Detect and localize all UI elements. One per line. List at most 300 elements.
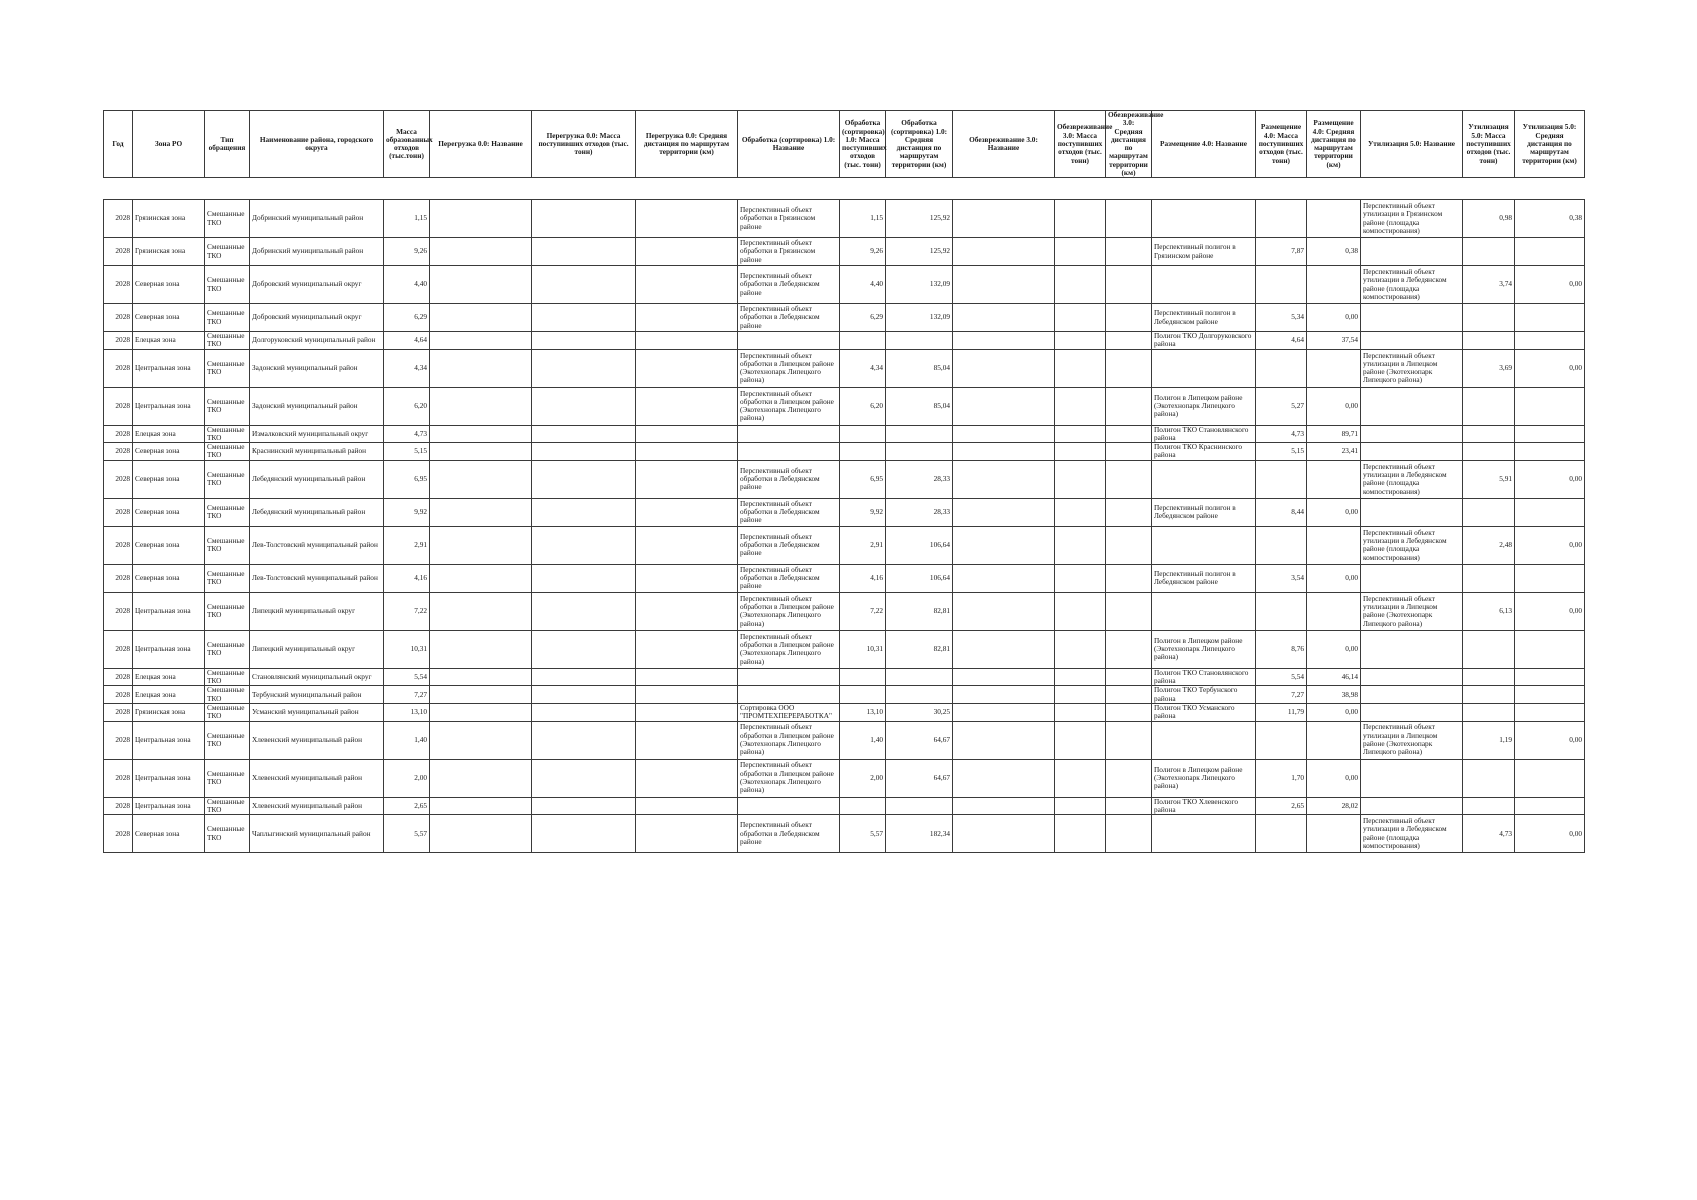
cell-sort-name: Перспективный объект обработки в Липецком районе (Экотехнопарк Липецкого района) — [738, 759, 840, 797]
cell-year: 2028 — [104, 630, 133, 668]
cell-sort-mass: 9,26 — [840, 238, 886, 266]
cell-placement-distance: 37,54 — [1307, 332, 1361, 350]
cell-neutral-distance — [1106, 668, 1152, 686]
cell-sort-name: Перспективный объект обработки в Лебедянском районе — [738, 498, 840, 526]
cell-neutral-distance — [1106, 238, 1152, 266]
cell-zone: Центральная зона — [133, 721, 205, 759]
cell-neutral-distance — [1106, 332, 1152, 350]
cell-sort-name — [738, 668, 840, 686]
cell-reload-mass — [532, 498, 636, 526]
cell-reload-mass — [532, 703, 636, 721]
cell-utilization-name: Перспективный объект утилизации в Липецком районе (Экотехнопарк Липецкого района) — [1361, 592, 1463, 630]
cell-neutral-mass — [1055, 797, 1106, 815]
cell-placement-name — [1152, 815, 1256, 853]
column-header-sort-mass: Обработка (сортировка) 1.0: Масса поступивших отходов (тыс. тонн) — [840, 111, 886, 178]
cell-reload-distance — [636, 564, 738, 592]
cell-reload-mass — [532, 815, 636, 853]
cell-placement-name — [1152, 349, 1256, 387]
cell-sort-name — [738, 332, 840, 350]
cell-neutral-name — [953, 387, 1055, 425]
column-header-mass: Масса образованных отходов (тыс.тонн) — [384, 111, 430, 178]
cell-utilization-mass — [1463, 304, 1515, 332]
cell-reload-mass — [532, 266, 636, 304]
cell-placement-distance: 38,98 — [1307, 686, 1361, 704]
cell-mass: 4,34 — [384, 349, 430, 387]
cell-mass: 6,29 — [384, 304, 430, 332]
cell-sort-distance: 28,33 — [886, 498, 953, 526]
cell-placement-name — [1152, 526, 1256, 564]
cell-sort-mass: 7,22 — [840, 592, 886, 630]
column-header-type: Тип обращения — [205, 111, 250, 178]
cell-mass: 2,91 — [384, 526, 430, 564]
cell-utilization-distance: 0,00 — [1515, 526, 1585, 564]
cell-neutral-mass — [1055, 238, 1106, 266]
cell-placement-mass: 7,87 — [1256, 238, 1307, 266]
cell-reload-mass — [532, 759, 636, 797]
cell-sort-distance: 85,04 — [886, 349, 953, 387]
cell-utilization-mass — [1463, 498, 1515, 526]
cell-zone: Елецкая зона — [133, 425, 205, 443]
cell-neutral-name — [953, 564, 1055, 592]
cell-placement-distance: 0,00 — [1307, 630, 1361, 668]
cell-reload-mass — [532, 668, 636, 686]
cell-neutral-name — [953, 200, 1055, 238]
cell-type: Смешанные ТКО — [205, 815, 250, 853]
header-row — [104, 111, 1585, 178]
cell-utilization-distance — [1515, 564, 1585, 592]
cell-district: Усманский муниципальный район — [250, 703, 384, 721]
cell-neutral-name — [953, 703, 1055, 721]
cell-reload-mass — [532, 349, 636, 387]
table-row — [104, 592, 1585, 630]
cell-type: Смешанные ТКО — [205, 592, 250, 630]
cell-placement-name: Полигон ТКО Долгоруковского района — [1152, 332, 1256, 350]
cell-placement-mass — [1256, 815, 1307, 853]
cell-sort-name: Перспективный объект обработки в Лебедянском районе — [738, 304, 840, 332]
cell-placement-mass: 4,73 — [1256, 425, 1307, 443]
cell-placement-mass — [1256, 349, 1307, 387]
cell-neutral-distance — [1106, 498, 1152, 526]
cell-reload-name — [430, 200, 532, 238]
cell-utilization-name — [1361, 387, 1463, 425]
cell-placement-mass — [1256, 526, 1307, 564]
cell-zone: Северная зона — [133, 443, 205, 461]
cell-sort-distance — [886, 443, 953, 461]
cell-reload-distance — [636, 759, 738, 797]
cell-mass: 2,00 — [384, 759, 430, 797]
column-header-reload-mass: Перегрузка 0.0: Масса поступивших отходов (тыс. тонн) — [532, 111, 636, 178]
cell-reload-name — [430, 592, 532, 630]
cell-neutral-mass — [1055, 526, 1106, 564]
table-row — [104, 304, 1585, 332]
cell-placement-mass — [1256, 592, 1307, 630]
cell-reload-name — [430, 425, 532, 443]
cell-placement-distance — [1307, 526, 1361, 564]
cell-placement-distance — [1307, 266, 1361, 304]
cell-placement-name: Полигон ТКО Становлянского района — [1152, 425, 1256, 443]
cell-type: Смешанные ТКО — [205, 797, 250, 815]
cell-zone: Елецкая зона — [133, 332, 205, 350]
cell-utilization-distance — [1515, 332, 1585, 350]
cell-utilization-name — [1361, 332, 1463, 350]
cell-utilization-name — [1361, 425, 1463, 443]
cell-type: Смешанные ТКО — [205, 304, 250, 332]
cell-neutral-name — [953, 332, 1055, 350]
cell-zone: Елецкая зона — [133, 686, 205, 704]
cell-district: Лебедянский муниципальный район — [250, 460, 384, 498]
cell-sort-mass: 1,40 — [840, 721, 886, 759]
cell-mass: 6,20 — [384, 387, 430, 425]
cell-sort-distance — [886, 425, 953, 443]
cell-placement-mass: 5,34 — [1256, 304, 1307, 332]
cell-neutral-mass — [1055, 721, 1106, 759]
cell-reload-mass — [532, 238, 636, 266]
cell-placement-distance — [1307, 721, 1361, 759]
cell-year: 2028 — [104, 759, 133, 797]
cell-utilization-distance — [1515, 425, 1585, 443]
cell-sort-mass — [840, 332, 886, 350]
cell-placement-mass: 2,65 — [1256, 797, 1307, 815]
cell-sort-mass: 10,31 — [840, 630, 886, 668]
table-row — [104, 387, 1585, 425]
cell-sort-distance — [886, 668, 953, 686]
cell-utilization-distance: 0,00 — [1515, 815, 1585, 853]
cell-placement-distance: 28,02 — [1307, 797, 1361, 815]
cell-year: 2028 — [104, 564, 133, 592]
cell-reload-name — [430, 630, 532, 668]
cell-reload-distance — [636, 460, 738, 498]
cell-mass: 7,22 — [384, 592, 430, 630]
column-header-zone: Зона РО — [133, 111, 205, 178]
cell-placement-distance: 0,00 — [1307, 703, 1361, 721]
cell-utilization-mass — [1463, 425, 1515, 443]
cell-neutral-distance — [1106, 349, 1152, 387]
cell-sort-distance: 85,04 — [886, 387, 953, 425]
cell-sort-name: Перспективный объект обработки в Грязинском районе — [738, 238, 840, 266]
cell-placement-distance — [1307, 349, 1361, 387]
data-table — [103, 199, 1585, 853]
column-header-year: Год — [104, 111, 133, 178]
cell-sort-name: Перспективный объект обработки в Липецком районе (Экотехнопарк Липецкого района) — [738, 592, 840, 630]
cell-placement-name: Полигон в Липецком районе (Экотехнопарк Липецкого района) — [1152, 630, 1256, 668]
cell-district: Краснинский муниципальный район — [250, 443, 384, 461]
cell-type: Смешанные ТКО — [205, 349, 250, 387]
cell-neutral-mass — [1055, 332, 1106, 350]
cell-utilization-distance — [1515, 304, 1585, 332]
cell-reload-mass — [532, 686, 636, 704]
cell-mass: 13,10 — [384, 703, 430, 721]
cell-utilization-name — [1361, 703, 1463, 721]
cell-sort-distance: 28,33 — [886, 460, 953, 498]
cell-year: 2028 — [104, 797, 133, 815]
cell-neutral-distance — [1106, 460, 1152, 498]
cell-utilization-mass: 0,98 — [1463, 200, 1515, 238]
cell-neutral-name — [953, 815, 1055, 853]
cell-utilization-name: Перспективный объект утилизации в Липецком районе (Экотехнопарк Липецкого района) — [1361, 349, 1463, 387]
cell-sort-name: Перспективный объект обработки в Лебедянском районе — [738, 526, 840, 564]
cell-reload-distance — [636, 425, 738, 443]
cell-year: 2028 — [104, 526, 133, 564]
table-row — [104, 349, 1585, 387]
cell-district: Добринский муниципальный район — [250, 238, 384, 266]
cell-year: 2028 — [104, 592, 133, 630]
cell-placement-distance: 0,00 — [1307, 564, 1361, 592]
cell-zone: Грязинская зона — [133, 703, 205, 721]
column-header-district: Наименование района, городского округа — [250, 111, 384, 178]
column-header-neutral-mass: Обезвреживание 3.0: Масса поступивших отходов (тыс. тонн) — [1055, 111, 1106, 178]
cell-placement-mass — [1256, 721, 1307, 759]
cell-sort-name: Перспективный объект обработки в Лебедянском районе — [738, 266, 840, 304]
cell-placement-name — [1152, 266, 1256, 304]
table-row — [104, 526, 1585, 564]
cell-zone: Северная зона — [133, 564, 205, 592]
cell-zone: Северная зона — [133, 815, 205, 853]
cell-placement-name: Полигон ТКО Усманского района — [1152, 703, 1256, 721]
cell-sort-name — [738, 425, 840, 443]
cell-reload-name — [430, 686, 532, 704]
table-row — [104, 498, 1585, 526]
cell-sort-name: Перспективный объект обработки в Грязинском районе — [738, 200, 840, 238]
cell-utilization-mass — [1463, 564, 1515, 592]
cell-utilization-mass — [1463, 387, 1515, 425]
cell-sort-name: Перспективный объект обработки в Лебедянском районе — [738, 564, 840, 592]
cell-placement-distance: 0,38 — [1307, 238, 1361, 266]
cell-reload-name — [430, 759, 532, 797]
cell-sort-mass: 9,92 — [840, 498, 886, 526]
column-header-neutral-distance: Обезвреживание 3.0: Средняя дистанция по маршрутам территории (км) — [1106, 111, 1152, 178]
cell-utilization-distance — [1515, 759, 1585, 797]
cell-reload-distance — [636, 526, 738, 564]
cell-utilization-mass — [1463, 759, 1515, 797]
cell-district: Становлянский муниципальный округ — [250, 668, 384, 686]
cell-year: 2028 — [104, 460, 133, 498]
cell-zone: Северная зона — [133, 266, 205, 304]
cell-sort-distance: 125,92 — [886, 238, 953, 266]
cell-utilization-distance: 0,38 — [1515, 200, 1585, 238]
cell-neutral-name — [953, 443, 1055, 461]
cell-reload-mass — [532, 526, 636, 564]
table-row — [104, 703, 1585, 721]
cell-mass: 6,95 — [384, 460, 430, 498]
cell-sort-distance: 182,34 — [886, 815, 953, 853]
table-row — [104, 443, 1585, 461]
cell-utilization-name — [1361, 797, 1463, 815]
cell-placement-mass — [1256, 266, 1307, 304]
column-header-neutral-name: Обезвреживание 3.0: Название — [953, 111, 1055, 178]
cell-reload-name — [430, 304, 532, 332]
cell-zone: Центральная зона — [133, 349, 205, 387]
cell-reload-name — [430, 668, 532, 686]
cell-placement-name: Перспективный полигон в Грязинском районе — [1152, 238, 1256, 266]
cell-year: 2028 — [104, 425, 133, 443]
cell-sort-distance — [886, 797, 953, 815]
cell-neutral-distance — [1106, 526, 1152, 564]
cell-sort-name: Перспективный объект обработки в Липецком районе (Экотехнопарк Липецкого района) — [738, 387, 840, 425]
cell-utilization-distance: 0,00 — [1515, 266, 1585, 304]
cell-reload-distance — [636, 815, 738, 853]
cell-mass: 5,15 — [384, 443, 430, 461]
cell-neutral-mass — [1055, 630, 1106, 668]
cell-neutral-mass — [1055, 564, 1106, 592]
cell-mass: 4,16 — [384, 564, 430, 592]
cell-district: Чаплыгинский муниципальный район — [250, 815, 384, 853]
cell-type: Смешанные ТКО — [205, 526, 250, 564]
cell-district: Тербунский муниципальный район — [250, 686, 384, 704]
column-header-utilization-name: Утилизация 5.0: Название — [1361, 111, 1463, 178]
cell-utilization-mass — [1463, 332, 1515, 350]
cell-sort-distance: 132,09 — [886, 266, 953, 304]
cell-sort-distance — [886, 686, 953, 704]
cell-placement-name — [1152, 200, 1256, 238]
cell-utilization-mass — [1463, 668, 1515, 686]
cell-placement-distance: 0,00 — [1307, 387, 1361, 425]
column-header-placement-name: Размещение 4.0: Название — [1152, 111, 1256, 178]
cell-utilization-distance — [1515, 498, 1585, 526]
cell-utilization-name: Перспективный объект утилизации в Лебедянском районе (площадка компостирования) — [1361, 815, 1463, 853]
cell-sort-distance: 106,64 — [886, 526, 953, 564]
cell-neutral-name — [953, 238, 1055, 266]
cell-reload-name — [430, 349, 532, 387]
cell-reload-name — [430, 703, 532, 721]
cell-type: Смешанные ТКО — [205, 668, 250, 686]
cell-placement-name: Полигон ТКО Тербунского района — [1152, 686, 1256, 704]
cell-neutral-name — [953, 630, 1055, 668]
cell-mass: 9,92 — [384, 498, 430, 526]
cell-zone: Елецкая зона — [133, 668, 205, 686]
cell-type: Смешанные ТКО — [205, 630, 250, 668]
cell-zone: Центральная зона — [133, 630, 205, 668]
table-row — [104, 686, 1585, 704]
cell-placement-distance: 23,41 — [1307, 443, 1361, 461]
cell-utilization-distance — [1515, 668, 1585, 686]
cell-utilization-mass: 6,13 — [1463, 592, 1515, 630]
cell-sort-name: Перспективный объект обработки в Липецком районе (Экотехнопарк Липецкого района) — [738, 349, 840, 387]
cell-zone: Грязинская зона — [133, 238, 205, 266]
table-row — [104, 815, 1585, 853]
cell-mass: 1,40 — [384, 721, 430, 759]
cell-utilization-mass: 1,19 — [1463, 721, 1515, 759]
cell-zone: Грязинская зона — [133, 200, 205, 238]
cell-reload-mass — [532, 721, 636, 759]
cell-reload-name — [430, 526, 532, 564]
cell-year: 2028 — [104, 349, 133, 387]
cell-utilization-distance: 0,00 — [1515, 349, 1585, 387]
cell-placement-distance: 46,14 — [1307, 668, 1361, 686]
cell-neutral-mass — [1055, 425, 1106, 443]
cell-utilization-name: Перспективный объект утилизации в Липецком районе (Экотехнопарк Липецкого района) — [1361, 721, 1463, 759]
cell-sort-distance: 82,81 — [886, 630, 953, 668]
cell-type: Смешанные ТКО — [205, 238, 250, 266]
cell-reload-mass — [532, 425, 636, 443]
cell-utilization-mass — [1463, 703, 1515, 721]
cell-neutral-name — [953, 349, 1055, 387]
cell-neutral-mass — [1055, 668, 1106, 686]
cell-reload-mass — [532, 797, 636, 815]
cell-mass: 2,65 — [384, 797, 430, 815]
cell-sort-mass — [840, 425, 886, 443]
cell-reload-distance — [636, 443, 738, 461]
cell-sort-mass: 6,95 — [840, 460, 886, 498]
table-row — [104, 797, 1585, 815]
cell-utilization-distance — [1515, 630, 1585, 668]
cell-type: Смешанные ТКО — [205, 564, 250, 592]
cell-sort-distance: 64,67 — [886, 759, 953, 797]
cell-sort-name: Сортировка ООО "ПРОМТЕХПЕРЕРАБОТКА" — [738, 703, 840, 721]
column-header-utilization-mass: Утилизация 5.0: Масса поступивших отходов (тыс. тонн) — [1463, 111, 1515, 178]
cell-neutral-mass — [1055, 686, 1106, 704]
cell-reload-distance — [636, 200, 738, 238]
cell-placement-distance — [1307, 200, 1361, 238]
cell-placement-name: Полигон в Липецком районе (Экотехнопарк Липецкого района) — [1152, 759, 1256, 797]
cell-district: Задонский муниципальный район — [250, 387, 384, 425]
cell-year: 2028 — [104, 200, 133, 238]
cell-reload-mass — [532, 200, 636, 238]
cell-neutral-name — [953, 686, 1055, 704]
cell-utilization-name — [1361, 238, 1463, 266]
cell-placement-distance — [1307, 460, 1361, 498]
cell-sort-mass: 6,29 — [840, 304, 886, 332]
cell-sort-mass: 2,00 — [840, 759, 886, 797]
cell-type: Смешанные ТКО — [205, 266, 250, 304]
cell-neutral-mass — [1055, 460, 1106, 498]
cell-utilization-mass: 4,73 — [1463, 815, 1515, 853]
cell-neutral-distance — [1106, 797, 1152, 815]
column-header-reload-name: Перегрузка 0.0: Название — [430, 111, 532, 178]
cell-reload-mass — [532, 564, 636, 592]
cell-district: Хлевенский муниципальный район — [250, 759, 384, 797]
cell-zone: Северная зона — [133, 498, 205, 526]
cell-type: Смешанные ТКО — [205, 460, 250, 498]
cell-sort-name: Перспективный объект обработки в Лебедянском районе — [738, 460, 840, 498]
cell-utilization-name — [1361, 686, 1463, 704]
cell-sort-mass: 13,10 — [840, 703, 886, 721]
cell-placement-distance: 0,00 — [1307, 304, 1361, 332]
cell-neutral-name — [953, 797, 1055, 815]
cell-reload-distance — [636, 304, 738, 332]
cell-neutral-mass — [1055, 387, 1106, 425]
cell-placement-name: Полигон ТКО Краснинского района — [1152, 443, 1256, 461]
cell-year: 2028 — [104, 443, 133, 461]
cell-zone: Северная зона — [133, 304, 205, 332]
cell-year: 2028 — [104, 266, 133, 304]
cell-neutral-name — [953, 721, 1055, 759]
cell-type: Смешанные ТКО — [205, 721, 250, 759]
cell-district: Добринский муниципальный район — [250, 200, 384, 238]
cell-placement-name: Перспективный полигон в Лебедянском районе — [1152, 498, 1256, 526]
cell-placement-distance: 0,00 — [1307, 759, 1361, 797]
cell-neutral-mass — [1055, 200, 1106, 238]
cell-sort-distance: 125,92 — [886, 200, 953, 238]
cell-utilization-distance: 0,00 — [1515, 592, 1585, 630]
cell-year: 2028 — [104, 703, 133, 721]
cell-sort-mass — [840, 797, 886, 815]
cell-reload-distance — [636, 387, 738, 425]
cell-reload-mass — [532, 592, 636, 630]
cell-sort-distance: 132,09 — [886, 304, 953, 332]
column-header-reload-distance: Перегрузка 0.0: Средняя дистанция по маршрутам территории (км) — [636, 111, 738, 178]
cell-utilization-mass — [1463, 630, 1515, 668]
cell-reload-distance — [636, 630, 738, 668]
cell-utilization-mass: 5,91 — [1463, 460, 1515, 498]
cell-year: 2028 — [104, 815, 133, 853]
cell-reload-distance — [636, 592, 738, 630]
cell-year: 2028 — [104, 498, 133, 526]
cell-neutral-distance — [1106, 200, 1152, 238]
cell-sort-mass — [840, 443, 886, 461]
cell-utilization-distance — [1515, 238, 1585, 266]
cell-year: 2028 — [104, 332, 133, 350]
cell-type: Смешанные ТКО — [205, 759, 250, 797]
